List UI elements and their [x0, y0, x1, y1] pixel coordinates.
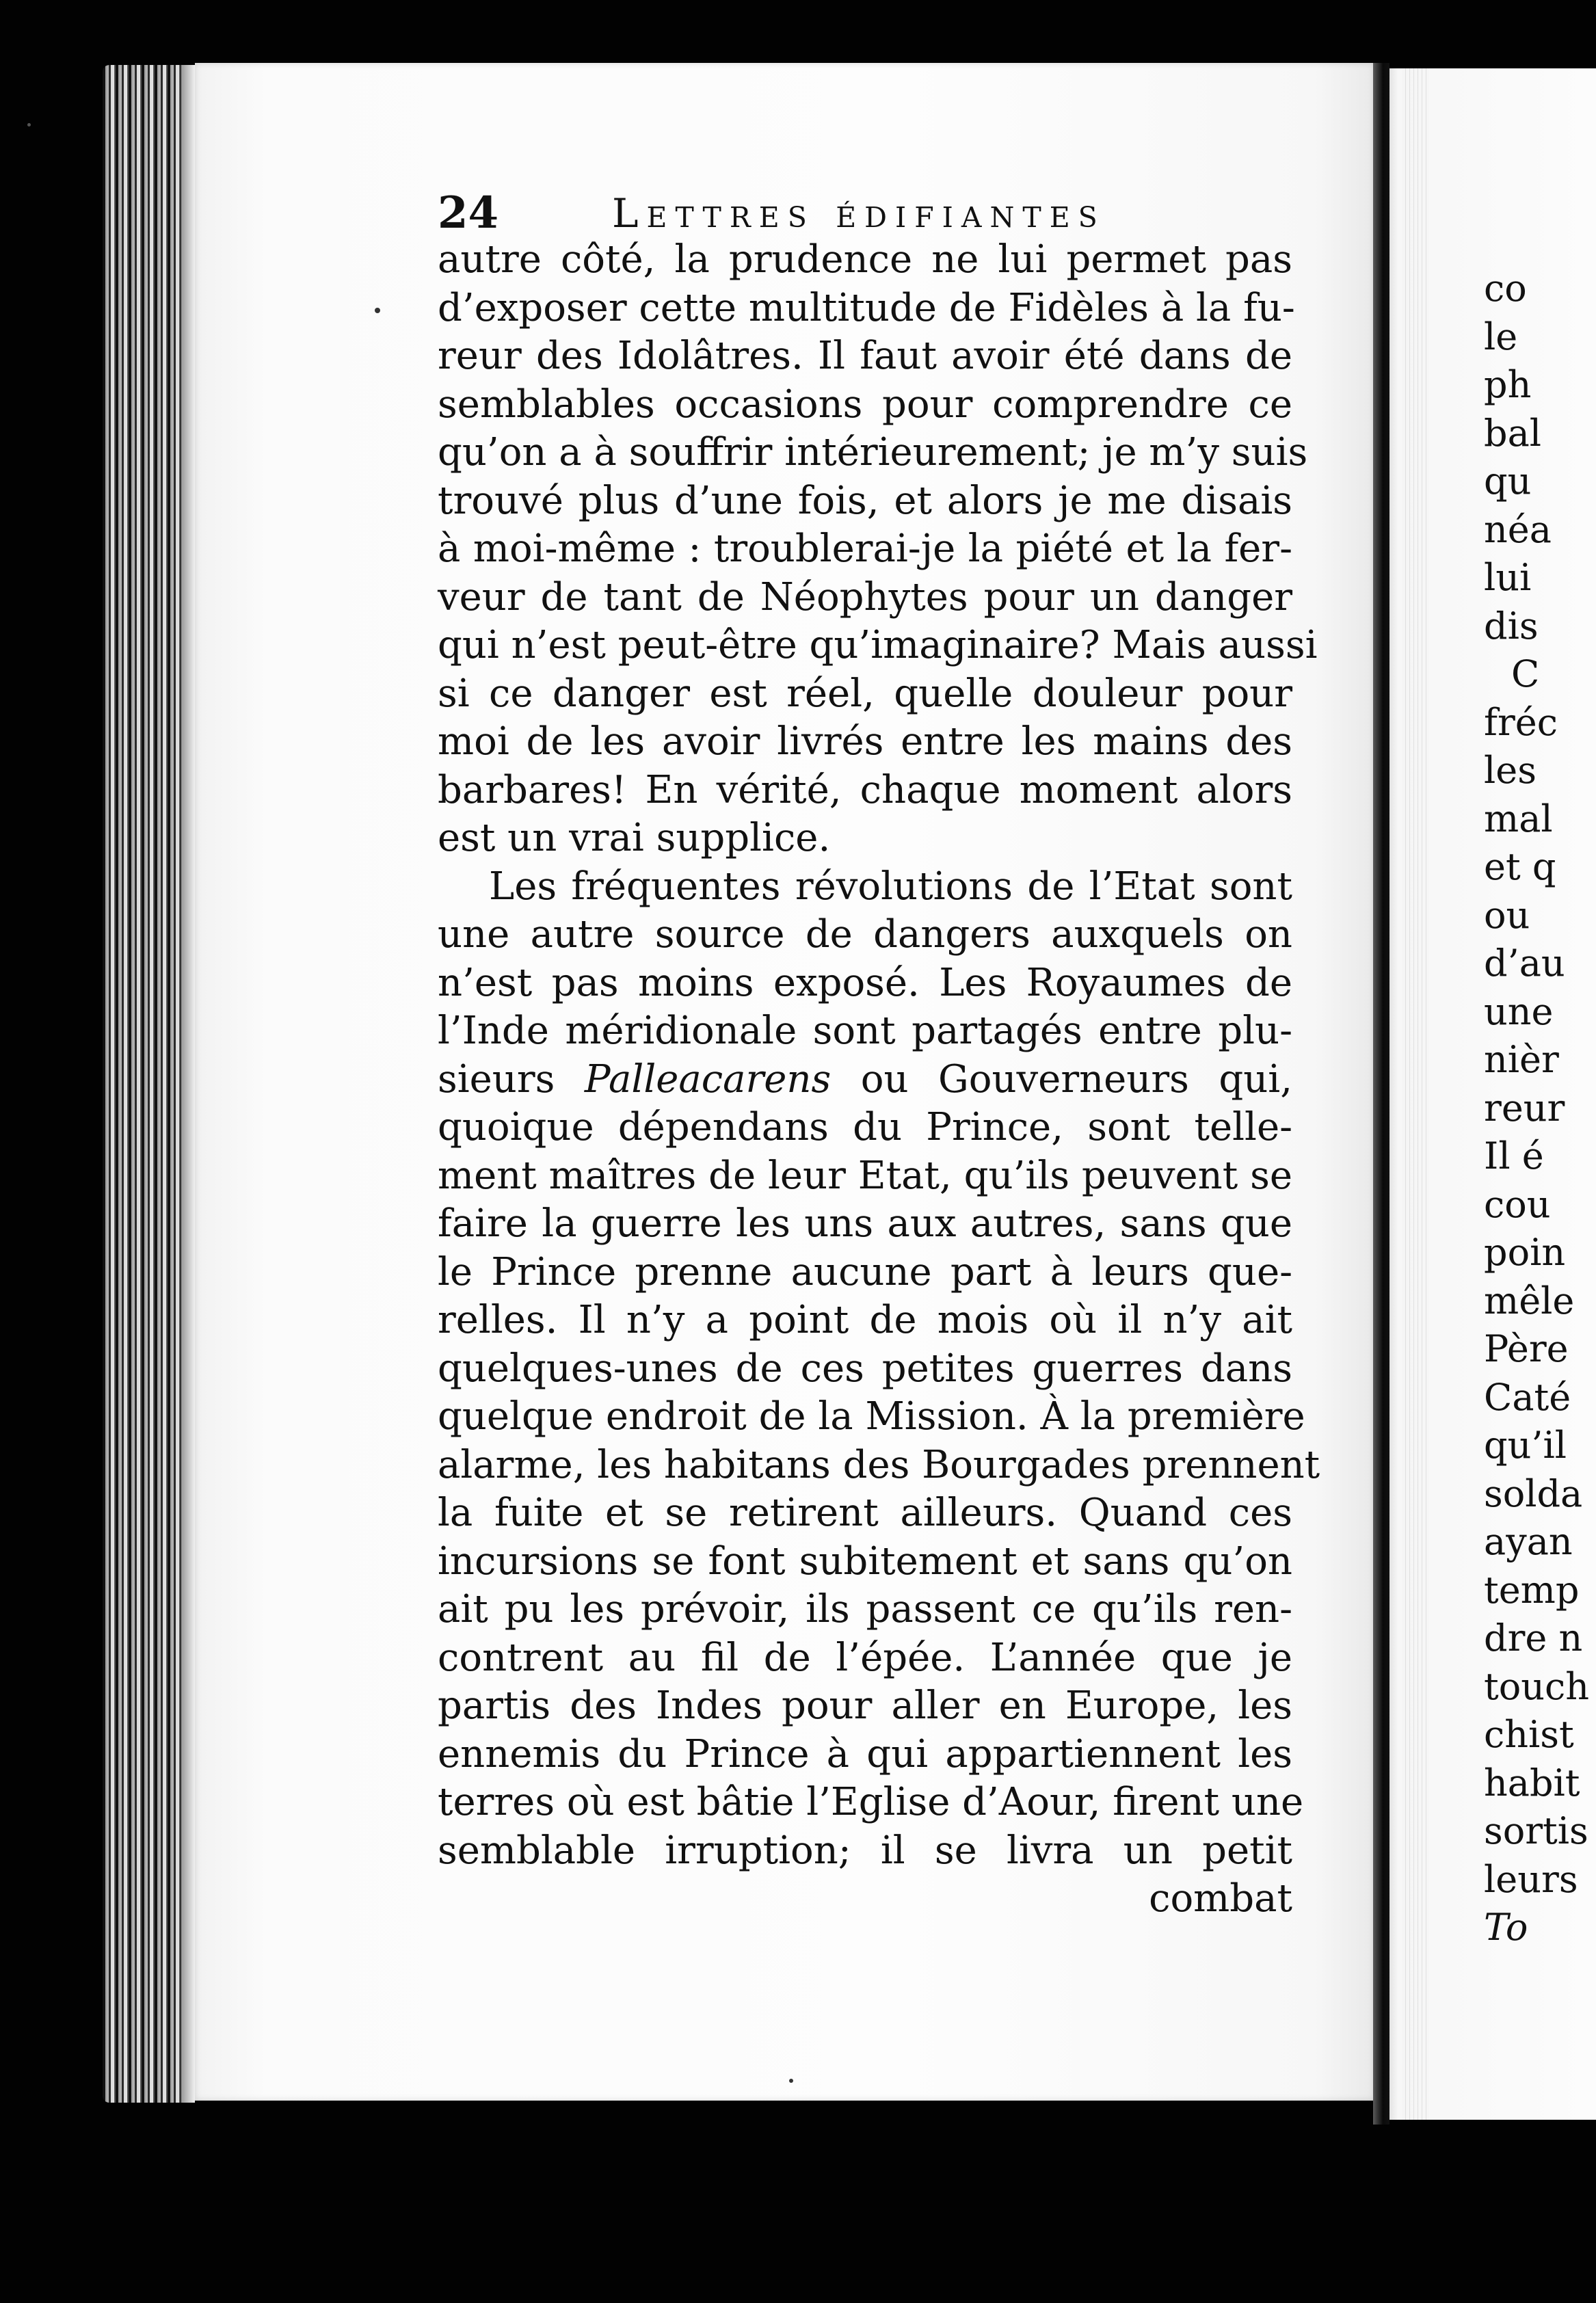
text-fragment: cou — [1484, 1182, 1551, 1226]
text-fragment: d’au — [1484, 942, 1565, 985]
text-line: quelque endroit de la Mission. À la première — [438, 1394, 1305, 1439]
text-fragment: mêle — [1484, 1279, 1575, 1322]
text-fragment: néa — [1484, 507, 1552, 551]
text-line: à moi-même : troublerai-je la piété et la fer- — [438, 527, 1292, 571]
text-line: contrent au fil de l’épée. L’année que je — [438, 1635, 1292, 1680]
text-line: partis des Indes pour aller en Europe, les — [438, 1683, 1292, 1728]
right-page-edge — [1402, 68, 1429, 2120]
text-fragment: le — [1484, 315, 1518, 358]
text-line: reur des Idolâtres. Il faut avoir été dans de — [438, 334, 1292, 378]
text-line: incursions se font subitement et sans qu’on — [438, 1539, 1292, 1584]
text-fragment: leurs — [1484, 1857, 1578, 1901]
text-line: l’Inde méridionale sont partagés entre plu- — [438, 1009, 1292, 1053]
text-line: faire la guerre les uns aux autres, sans que — [438, 1201, 1292, 1246]
text-line: quelques-unes de ces petites guerres dans — [438, 1346, 1292, 1391]
text-fragment: chist — [1484, 1713, 1574, 1756]
book-gutter — [1373, 63, 1389, 2125]
ink-speck — [789, 2079, 793, 2083]
text-fragment: C — [1511, 652, 1540, 695]
text-fragment: ayan — [1484, 1520, 1573, 1563]
text-line: semblable irruption; il se livra un petit — [438, 1828, 1292, 1873]
text-fragment: bal — [1484, 411, 1542, 455]
text-fragment: reur — [1484, 1086, 1565, 1130]
text-fragment: poin — [1484, 1231, 1566, 1274]
text-line: ment maîtres de leur Etat, qu’ils peuvent se — [438, 1153, 1292, 1198]
text-line: d’exposer cette multitude de Fidèles à la fu- — [438, 285, 1295, 330]
text-line: ennemis du Prince à qui appartiennent les — [438, 1731, 1292, 1776]
text-line: alarme, les habitans des Bourgades prennent — [438, 1442, 1320, 1487]
text-line: sieurs Palleacarens ou Gouverneurs qui, — [438, 1056, 1292, 1102]
text-line: Les fréquentes révolutions de l’Etat sont — [489, 864, 1292, 909]
ink-speck — [27, 123, 31, 127]
italic-term: Palleacarens — [584, 1056, 832, 1102]
text-line: veur de tant de Néophytes pour un danger — [438, 574, 1292, 620]
text-fragment: ph — [1484, 363, 1532, 406]
text-fragment: mal — [1484, 797, 1553, 840]
text-fragment: qu — [1484, 460, 1532, 503]
page-header — [438, 186, 1292, 241]
text-line: qui n’est peut-être qu’imaginaire? Mais aussi — [438, 623, 1318, 667]
text-fragment: habit — [1484, 1761, 1580, 1805]
text-fragment: Père — [1484, 1327, 1569, 1370]
text-line: terres où est bâtie l’Eglise d’Aour, firent une — [438, 1780, 1304, 1824]
text-fragment: les — [1484, 749, 1537, 792]
text-line: le Prince prenne aucune part à leurs que- — [438, 1249, 1292, 1294]
text-line: semblables occasions pour comprendre ce — [438, 382, 1292, 427]
text-line: qu’on a à souffrir intérieurement; je m’y suis — [438, 430, 1308, 475]
text-line: quoique dépendans du Prince, sont telle- — [438, 1105, 1292, 1149]
left-page-text — [438, 236, 1320, 1923]
text-fragment: qu’il — [1484, 1424, 1567, 1467]
text-fragment: temp — [1484, 1568, 1580, 1612]
text-fragment: Il é — [1484, 1134, 1544, 1177]
text-fragment: sortis — [1484, 1809, 1588, 1852]
text-line: la fuite et se retirent ailleurs. Quand ces — [438, 1491, 1292, 1535]
text-fragment: solda — [1484, 1472, 1583, 1515]
right-page-text-fragments — [1484, 265, 1596, 1952]
text-line: ait pu les prévoir, ils passent ce qu’ils ren- — [438, 1587, 1292, 1632]
text-fragment: To — [1484, 1906, 1528, 1949]
text-fragment: ou — [1484, 893, 1530, 937]
ink-speck — [375, 308, 380, 313]
text-fragment: Caté — [1484, 1375, 1571, 1419]
catchword: combat — [1149, 1876, 1292, 1921]
text-line: n’est pas moins exposé. Les Royaumes de — [438, 960, 1292, 1005]
text-fragment: dre n — [1484, 1616, 1583, 1660]
text-line: autre côté, la prudence ne lui permet pas — [438, 237, 1292, 282]
page-number: 24 — [438, 187, 499, 239]
text-line: une autre source de dangers auxquels on — [438, 912, 1292, 957]
text-fragment: fréc — [1484, 700, 1558, 744]
text-line: barbares! En vérité, chaque moment alors — [438, 767, 1292, 812]
text-fragment: une — [1484, 989, 1554, 1033]
text-fragment: dis — [1484, 604, 1539, 648]
text-line: relles. Il n’y a point de mois où il n’y ait — [438, 1298, 1292, 1342]
text-line: trouvé plus d’une fois, et alors je me disais — [438, 478, 1292, 523]
text-fragment: touch — [1484, 1664, 1590, 1708]
text-fragment: nièr — [1484, 1038, 1559, 1081]
text-fragment: co — [1484, 267, 1527, 310]
running-head: Lettres édifiantes — [612, 190, 1106, 237]
text-fragment: lui — [1484, 556, 1532, 599]
text-line: si ce danger est réel, quelle douleur pour — [438, 671, 1292, 716]
text-fragment: et q — [1484, 845, 1556, 888]
text-line: est un vrai supplice. — [438, 816, 831, 860]
book-page-edges — [103, 65, 195, 2103]
text-line: moi de les avoir livrés entre les mains des — [438, 719, 1292, 764]
